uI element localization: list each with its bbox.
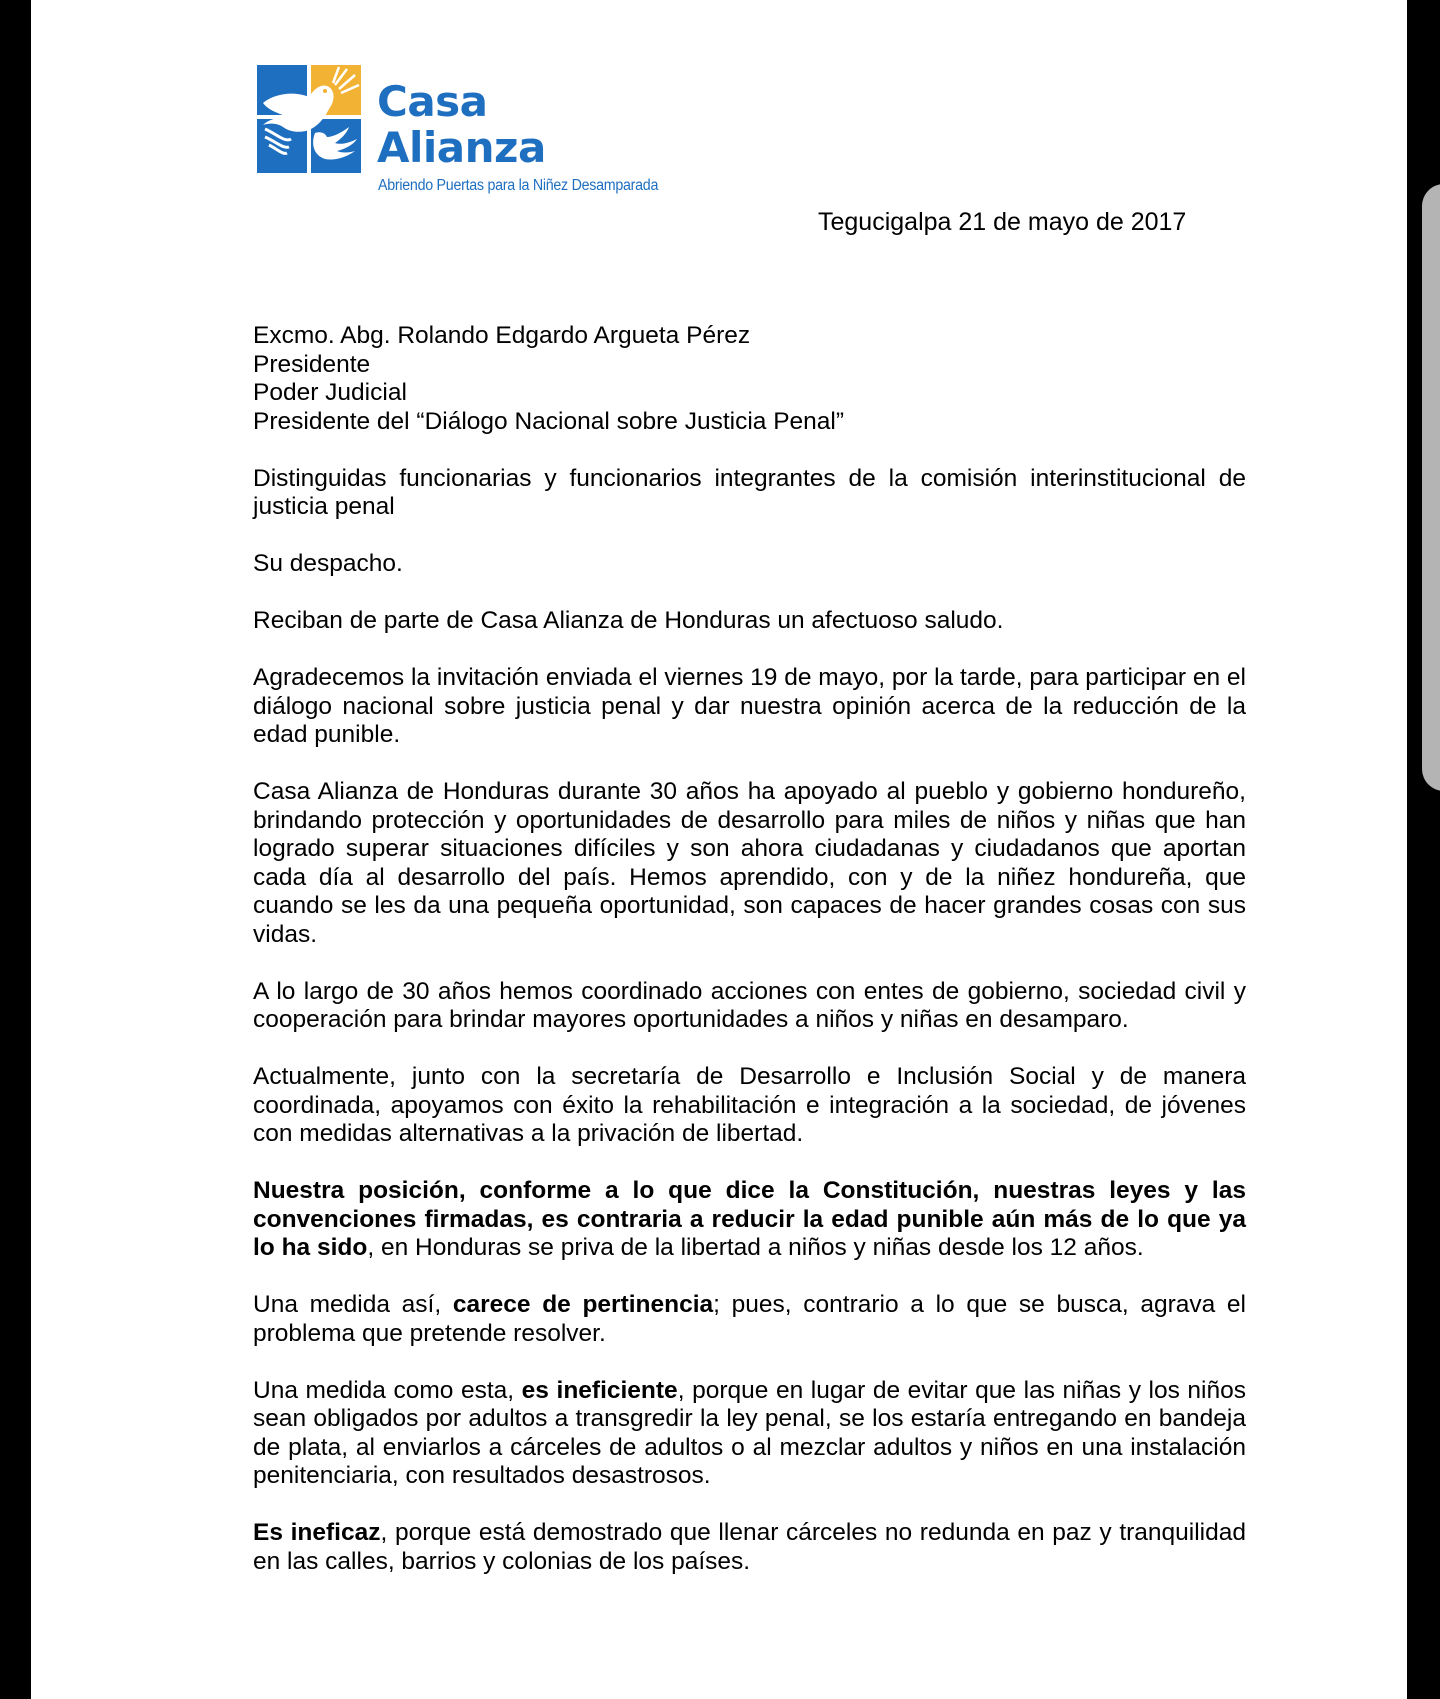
paragraph-ineffective xyxy=(253,1519,1246,1576)
logo-name-line2: Alianza xyxy=(377,123,546,172)
paragraph-thanks: Agradecemos la invitación enviada el viernes 19 de mayo, por la tarde, para participar en el diálogo nacional sobre justicia penal y dar nuestra opinión acerca de la reducción de la edad punible. xyxy=(253,664,1246,748)
inefficient-rest: , porque en lugar de evitar que las niñas y los niños sean obligados por adultos a transgredir la ley penal, se los estaría entregando en bandeja de plata, al enviarlos a cárceles de adultos o al mezclar adultos y niños en una instalación penitenciaria, con resultados desastrosos. xyxy=(253,1376,1246,1489)
letter-body xyxy=(253,322,1246,1605)
scrollbar-thumb[interactable] xyxy=(1422,184,1440,791)
paragraph-coordination: A lo largo de 30 años hemos coordinado acciones con entes de gobierno, sociedad civil y cooperación para brindar mayores oportunidades a niños y niñas en desamparo. xyxy=(253,977,1246,1033)
casa-alianza-logo xyxy=(255,63,659,203)
recipient-name: Excmo. Abg. Rolando Edgardo Argueta Pérez xyxy=(253,322,751,349)
recipient-institution: Poder Judicial xyxy=(253,379,407,406)
paragraph-inefficient xyxy=(253,1377,1246,1491)
pertinence-rest: ; pues, contrario a lo que se busca, agrava el problema que pretende resolver. xyxy=(253,1291,1246,1347)
paragraph-position xyxy=(253,1177,1246,1263)
paragraph-current-work: Actualmente, junto con la secretaría de Desarrollo e Inclusión Social y de manera coordinada, apoyamos con éxito la rehabilitación e integración a la sociedad, de jóvenes con medidas alternativas a la privación de libertad. xyxy=(253,1063,1246,1147)
pertinence-emphasis: carece de pertinencia xyxy=(452,1291,714,1318)
inefficient-emphasis: es ineficiente xyxy=(521,1376,678,1404)
ineffective-emphasis: Es ineficaz xyxy=(253,1519,381,1546)
recipient-block xyxy=(253,322,1246,436)
document-page xyxy=(31,0,1407,1699)
paragraph-pertinence xyxy=(253,1291,1246,1348)
position-rest: , en Honduras se priva de la libertad a niños y niñas desde los 12 años. xyxy=(367,1234,1144,1261)
paragraph-su-despacho: Su despacho. xyxy=(253,550,403,577)
logo-name-line1: Casa xyxy=(377,77,488,126)
paragraph-salutation: Distinguidas funcionarias y funcionarios integrantes de la comisión interinstitucional de justicia penal xyxy=(253,464,1246,520)
recipient-role: Presidente del “Diálogo Nacional sobre Justicia Penal” xyxy=(253,407,845,435)
date-line: Tegucigalpa 21 de mayo de 2017 xyxy=(818,208,1187,236)
logo-tagline: Abriendo Puertas para la Niñez Desamparada xyxy=(378,177,659,194)
pertinence-pre: Una medida así, xyxy=(253,1291,453,1318)
paragraph-greeting: Reciban de parte de Casa Alianza de Honduras un afectuoso saludo. xyxy=(253,607,1004,634)
logo-name xyxy=(377,79,546,171)
position-emphasis: Nuestra posición, conforme a lo que dice la Constitución, nuestras leyes y las convenciones firmadas, es contraria a reducir la edad punible aún más de lo que ya lo ha sido xyxy=(253,1177,1246,1261)
inefficient-pre: Una medida como esta, xyxy=(253,1376,522,1404)
paragraph-history: Casa Alianza de Honduras durante 30 años ha apoyado al pueblo y gobierno hondureño, brindando protección y oportunidades de desarrollo para miles de niños y niñas que han logrado superar situaciones difíciles y son ahora ciudadanas y ciudadanos que aportan cada día al desarrollo del país. Hemos aprendido, con y de la niñez hondureña, que cuando se les da una pequeña oportunidad, son capaces de hacer grandes cosas con sus vidas. xyxy=(253,778,1246,948)
recipient-title: Presidente xyxy=(253,350,371,378)
ineffective-rest: , porque está demostrado que llenar cárceles no redunda en paz y tranquilidad en las calles, barrios y colonias de los países. xyxy=(253,1519,1247,1575)
dove-and-hands-icon xyxy=(255,63,363,175)
